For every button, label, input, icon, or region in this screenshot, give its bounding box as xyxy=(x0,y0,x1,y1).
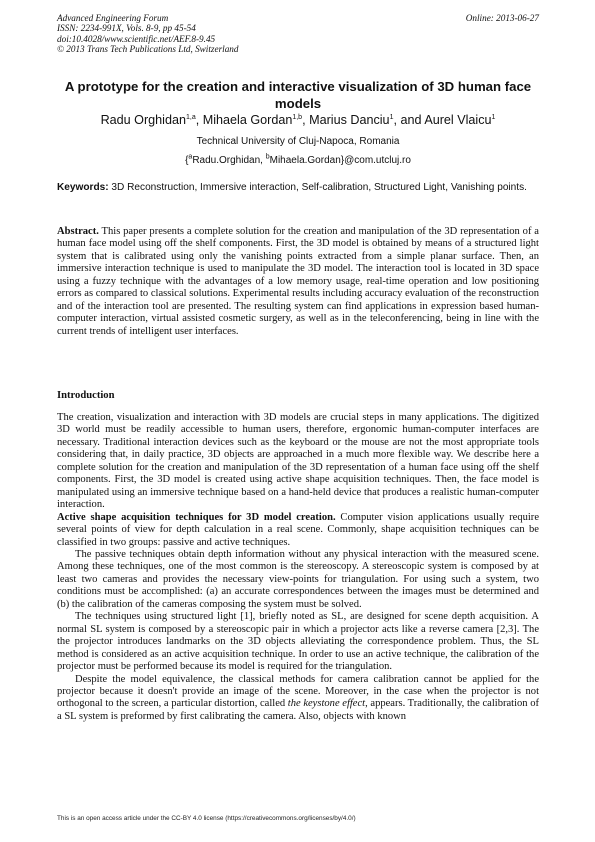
paragraph-text: Despite the model equivalence, the classical methods for camera calibration cannot be applied for the projector because it doesn't provide an image of the scene. Moreover, in the case when the projector is not orthogonal to the screen, a particular distortion, called xyxy=(57,673,539,710)
author-separator: , and xyxy=(393,113,425,127)
license-footer: This is an open access article under the CC-BY 4.0 license (https://creativecommons.org/licenses/by/4.0/) xyxy=(57,815,356,822)
email-part: Mihaela.Gordan}@com.utcluj.ro xyxy=(269,155,411,166)
paragraph-lead: Active shape acquisition techniques for 3D model creation. xyxy=(57,511,336,523)
paper-title: A prototype for the creation and interactive visualization of 3D human face models xyxy=(64,79,532,111)
author-affiliation-mark: 1 xyxy=(389,113,394,121)
issn-line: ISSN: 2234-991X, Vols. 8-9, pp 45-54 xyxy=(57,23,196,34)
author-affiliation-mark: 1,b xyxy=(292,113,303,121)
email-mark: a xyxy=(188,153,193,161)
paragraph xyxy=(57,512,539,549)
keywords-text: 3D Reconstruction, Immersive interaction, Self-calibration, Structured Light, Vanishing points. xyxy=(108,182,527,193)
abstract-label: Abstract. xyxy=(57,226,99,237)
author-name: Mihaela Gordan xyxy=(202,113,293,127)
affiliation: Technical University of Cluj-Napoca, Romania xyxy=(196,136,400,147)
author-name: Radu Orghidan xyxy=(100,113,186,127)
journal-name: Advanced Engineering Forum xyxy=(57,13,169,23)
paragraph: The creation, visualization and interaction with 3D models are crucial steps in many applications. The digitized 3D world must be readily accessible to human users, therefore, ergonomic human-computer interfaces are necessary. Traditional interaction devices such as the keyboard or the mouse are not the most appropriate tools considering that, in daily practice, 3D objects are approached in a much more flexible way. We describe here a complete solution for the creation and manipulation of the 3D representation of a human face using off the shelf components. First, the 3D model is created using active shape acquisition techniques. Then, the face model is manipulated using an immersive technique based on a hand-held device that produces a realistic human-computer interaction. xyxy=(57,412,539,511)
journal-header xyxy=(57,13,539,55)
doi-line: doi:10.4028/www.scientific.net/AEF.8-9.45 xyxy=(57,33,216,44)
author-affiliation-mark: 1,a xyxy=(186,113,196,121)
copyright-line: © 2013 Trans Tech Publications Ltd, Switzerland xyxy=(57,44,239,55)
email-brace: { xyxy=(185,155,189,166)
email-part: Radu.Orghidan, xyxy=(192,155,266,166)
abstract-text: This paper presents a complete solution for the creation and manipulation of the 3D representation of a human face model using off the shelf components. First, the 3D model is obtained by means of a structured light system that is calibrated using only the vanishing points extracted from a simple planar surface. Then, an immersive interaction technique is used to manipulate the 3D model. The interaction tool is located in 3D space using a fuzzy technique with the advantages of a low memory usage, real-time operation and low positioning errors as compared to classical solutions. Experimental results including accuracy evaluation of the reconstruction and of the interaction tool are presented. The resulting system can find applications in expression based human-computer interaction, virtual assisted cosmetic surgery, as well as in the teleconferencing, being in line with the current trends of intelligent user interfaces. xyxy=(57,226,539,337)
paragraph: The passive techniques obtain depth information without any physical interaction with the measured scene. Among these techniques, one of the most common is the stereoscopy. A stereoscopic system is composed by at least two cameras and provides the necessary view-points for triangulation. For using such a system, two conditions must be accomplished: (a) an accurate correspondences between the images must be determined and (b) the calibration of the cameras composing the system must be solved. xyxy=(57,548,539,610)
abstract xyxy=(57,226,539,338)
keywords-label: Keywords: xyxy=(57,182,109,193)
paragraph xyxy=(57,674,539,724)
author-separator: , xyxy=(302,113,310,127)
paragraph: The techniques using structured light [1], briefly noted as SL, are designed for scene depth acquisition. A normal SL system is composed by a stereoscopic pair in which a projector acts like a reverse camera [2,3]. The the projector introduces landmarks on the 3D objects alleviating the correspondence problem. Thus, the SL method is considered as an active acquisition technique. In order to use an active technique, the calibration of the projector must be performed because its model is required for the triangulation. xyxy=(57,611,539,673)
section-heading-introduction: Introduction xyxy=(57,390,115,401)
paragraph-text: , appears. Traditionally, the calibration of a SL system is preformed by first calibrating the camera. Also, objects with known xyxy=(57,698,539,722)
online-date: Online: 2013-06-27 xyxy=(465,13,539,23)
author-separator: , xyxy=(195,113,203,127)
email-mark: b xyxy=(265,153,270,161)
keywords xyxy=(57,182,539,194)
author-affiliation-mark: 1 xyxy=(491,113,496,121)
paragraph-emphasis: the keystone effect xyxy=(287,698,366,710)
introduction-body xyxy=(57,412,539,723)
paragraph-text: Computer vision applications usually require several points of view for depth calculation in a real scene. Commonly, shape acquisition techniques can be classified in two groups: passive and active techniques. xyxy=(57,511,539,548)
author-emails xyxy=(57,155,539,167)
author-name: Aurel Vlaicu xyxy=(424,113,492,127)
author-list xyxy=(57,113,539,128)
author-name: Marius Danciu xyxy=(309,113,390,127)
